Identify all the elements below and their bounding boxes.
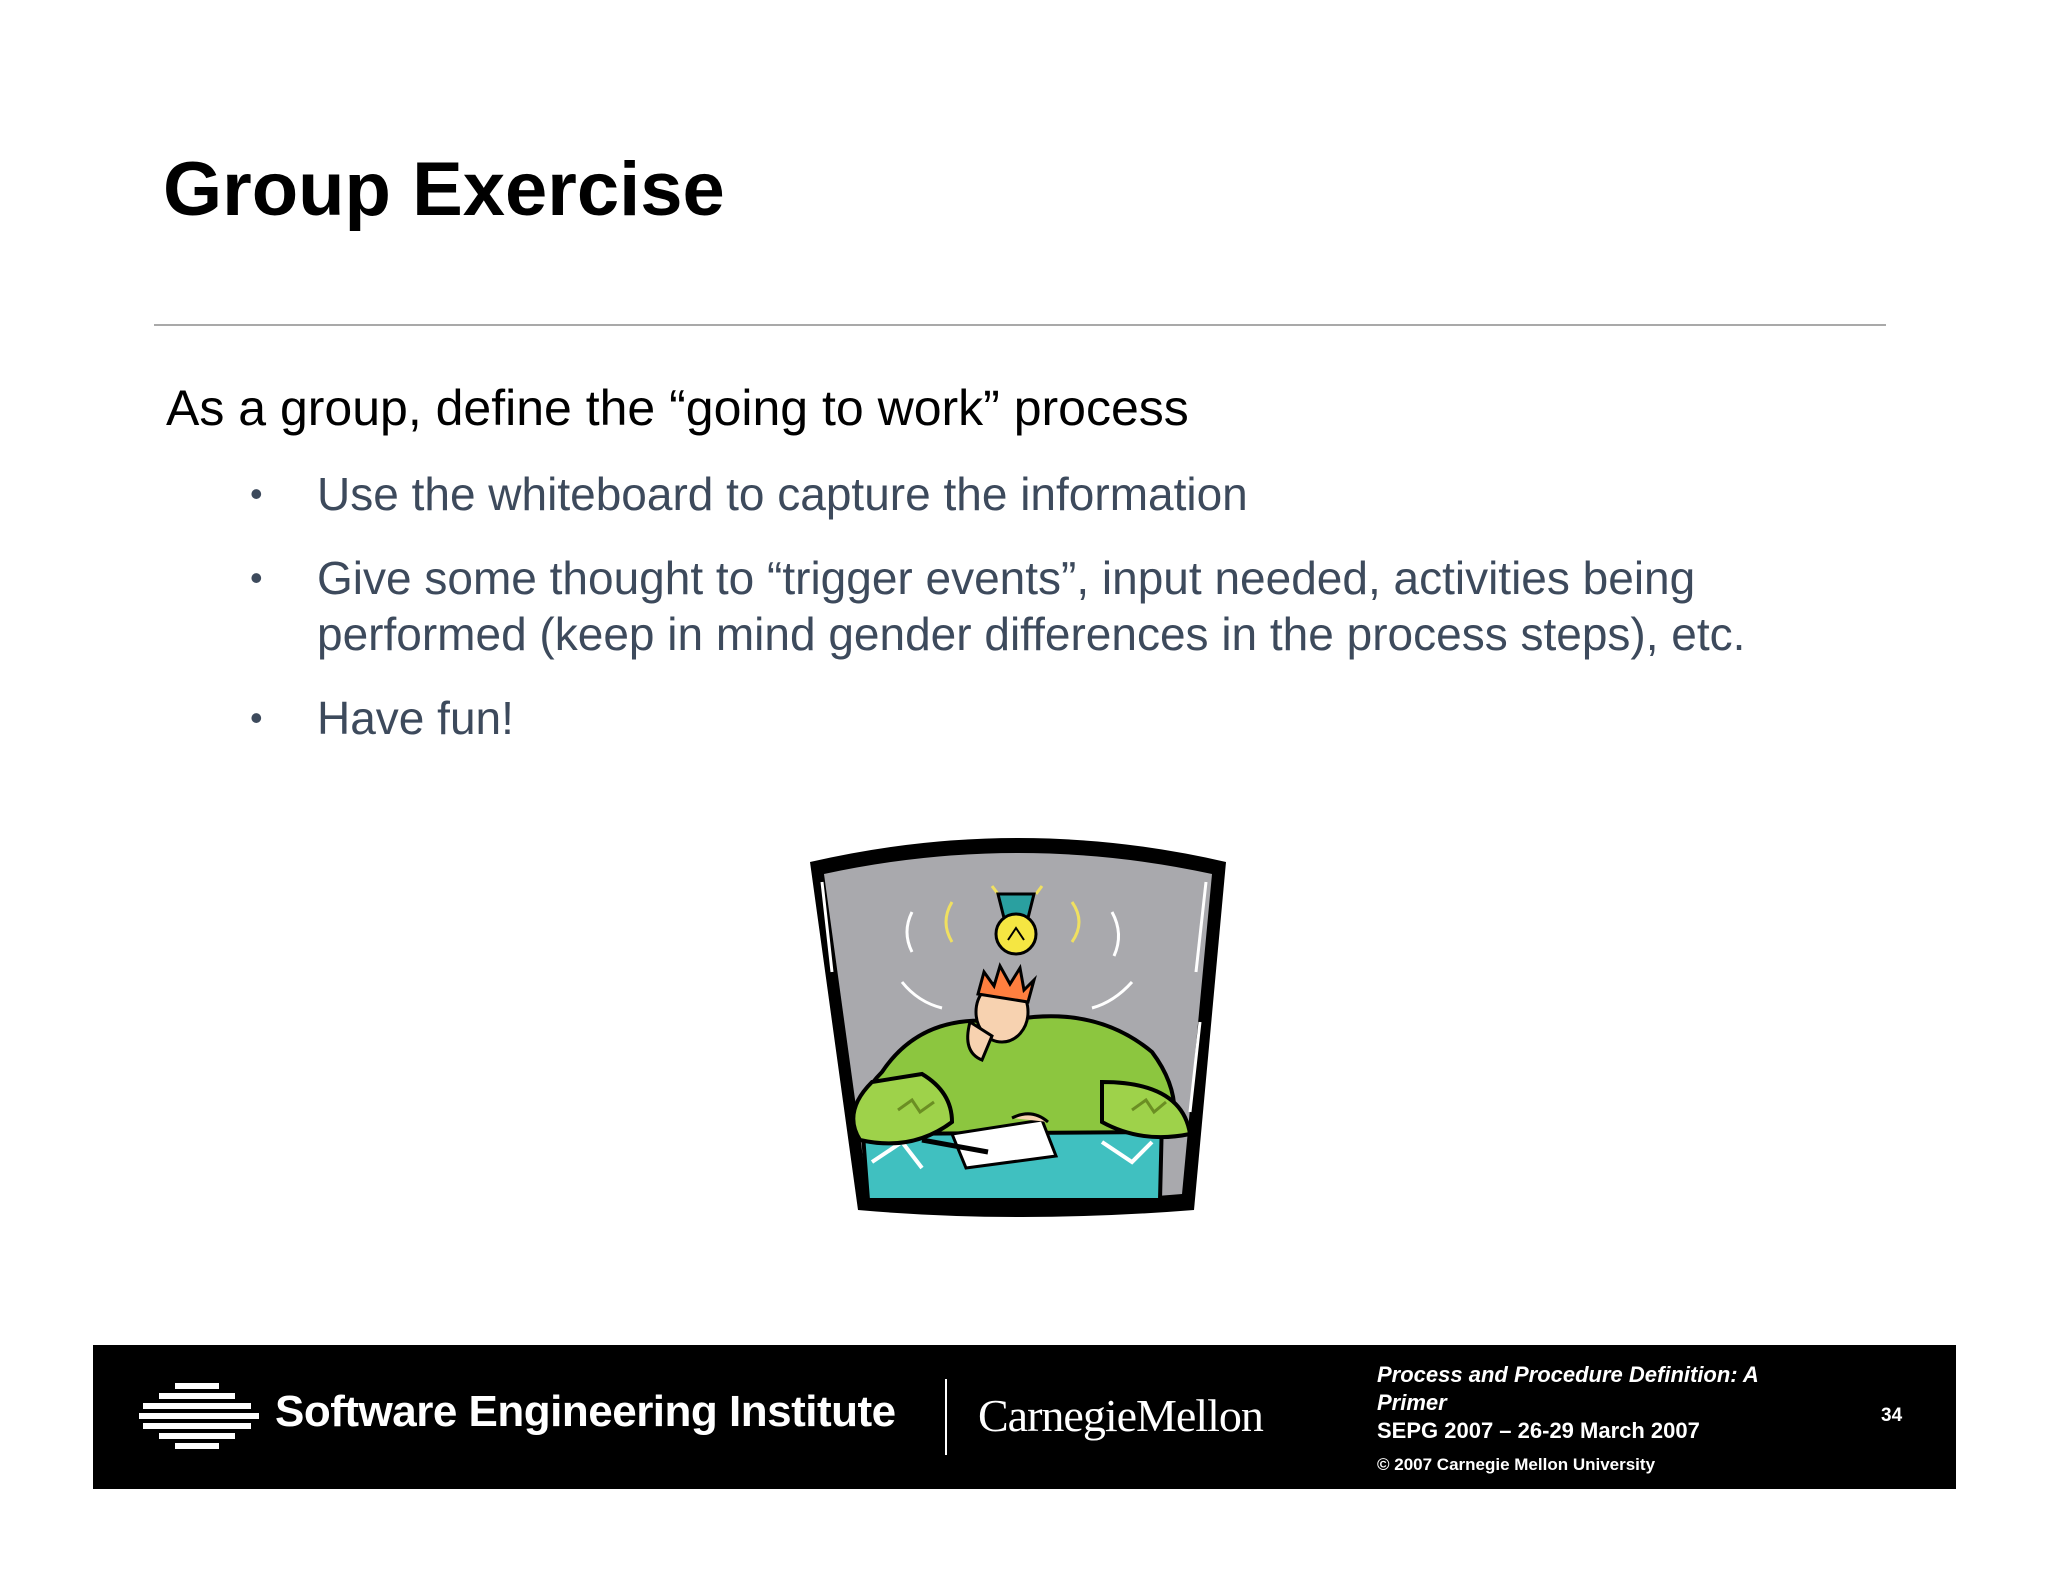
footer-separator [945,1379,947,1455]
bullet-item [250,550,1810,662]
bullet-text: Use the whiteboard to capture the information [317,468,1248,520]
bullet-item [250,690,1810,746]
presentation-title: Process and Procedure Definition: A Primer [1377,1362,1759,1415]
institute-name: Software Engineering Institute [275,1387,896,1436]
slide-footer [93,1345,1956,1489]
bullet-dot: • [250,557,263,598]
thinking-person-with-lightbulb-icon [802,822,1234,1224]
page-number: 34 [1881,1405,1903,1426]
bullet-dot: • [250,697,263,738]
slide-title: Group Exercise [163,147,725,232]
lead-text: As a group, define the “going to work” process [166,380,1189,436]
bullet-list [250,466,1810,774]
sei-striped-globe-icon [139,1381,259,1453]
footer-meta [1377,1361,1797,1479]
university-name: CarnegieMellon [978,1390,1263,1441]
title-divider [154,324,1886,326]
bullet-text: Have fun! [317,692,514,744]
copyright: © 2007 Carnegie Mellon University [1377,1455,1656,1474]
event-info: SEPG 2007 – 26-29 March 2007 [1377,1418,1700,1443]
bullet-text: Give some thought to “trigger events”, input needed, activities being performed (keep in mind gender differences in the process steps), etc. [317,552,1746,660]
bullet-dot: • [250,473,263,514]
bullet-item [250,466,1810,522]
